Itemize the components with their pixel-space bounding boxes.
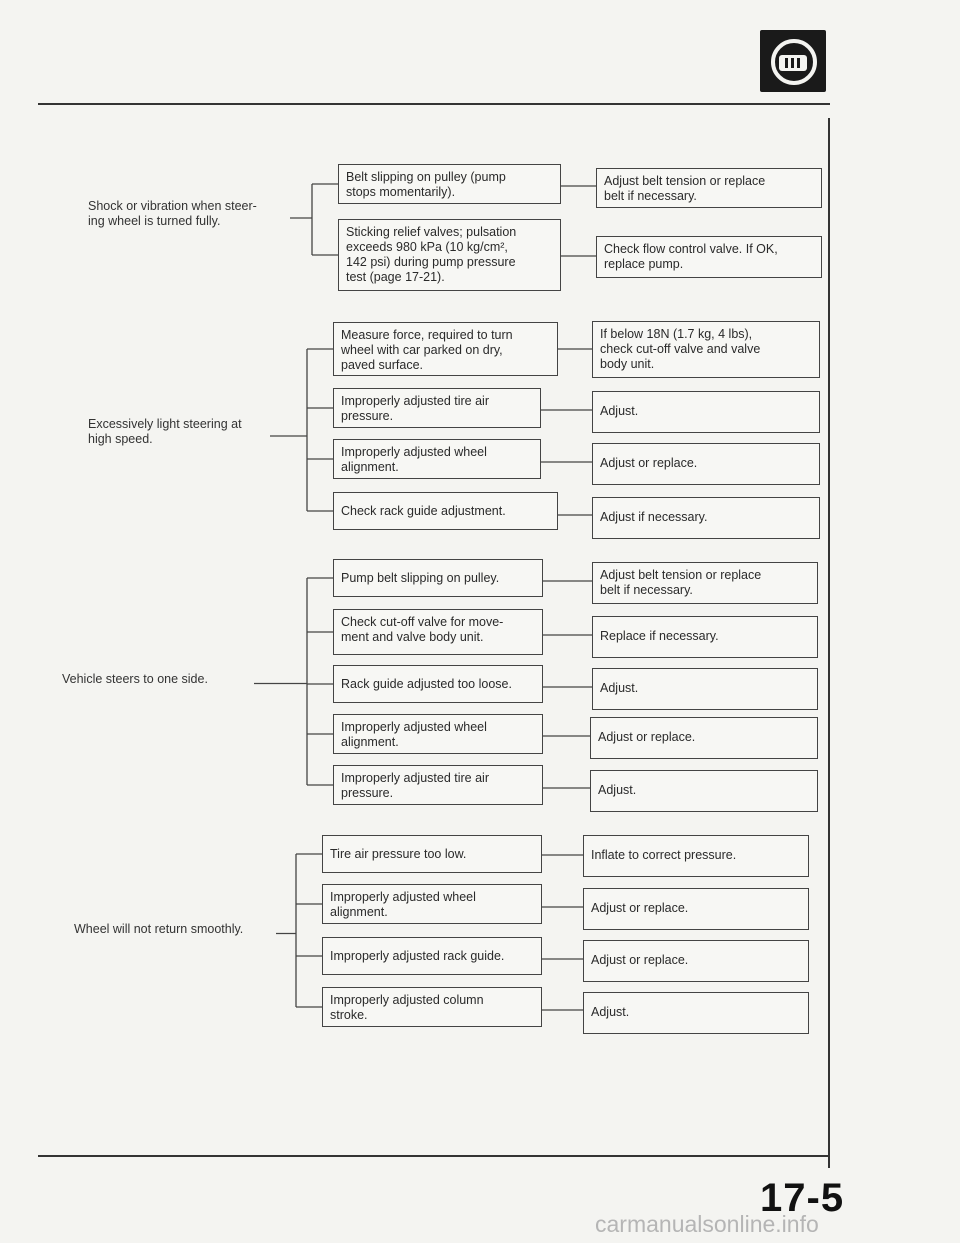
remedy-box: Adjust or replace.: [590, 717, 818, 759]
remedy-box: Inflate to correct pressure.: [583, 835, 809, 877]
cause-box: Improperly adjusted wheel alignment.: [322, 884, 542, 924]
page-number: 17-5: [760, 1176, 845, 1220]
cause-box: Check cut-off valve for move- ment and valve body unit.: [333, 609, 543, 655]
cause-box: Tire air pressure too low.: [322, 835, 542, 873]
remedy-box: Adjust.: [592, 391, 820, 433]
cause-box: Pump belt slipping on pulley.: [333, 559, 543, 597]
symptom-label: Wheel will not return smoothly.: [74, 922, 244, 936]
remedy-box: Adjust belt tension or replace belt if necessary.: [592, 562, 818, 604]
cause-box: Improperly adjusted rack guide.: [322, 937, 542, 975]
remedy-box: Adjust.: [583, 992, 809, 1034]
cause-box: Improperly adjusted column stroke.: [322, 987, 542, 1027]
remedy-box: Adjust belt tension or replace belt if necessary.: [596, 168, 822, 208]
cause-box: Improperly adjusted wheel alignment.: [333, 714, 543, 754]
cause-box: Rack guide adjusted too loose.: [333, 665, 543, 703]
symptom-label: Shock or vibration when steer- ing wheel is turned fully.: [88, 199, 257, 228]
remedy-box: If below 18N (1.7 kg, 4 lbs), check cut-off valve and valve body unit.: [592, 321, 820, 378]
cause-box: Improperly adjusted tire air pressure.: [333, 765, 543, 805]
cause-box: Improperly adjusted wheel alignment.: [333, 439, 541, 479]
remedy-box: Adjust.: [592, 668, 818, 710]
cause-box: Sticking relief valves; pulsation exceeds 980 kPa (10 kg/cm², 142 psi) during pump pressure test (page 17-21).: [338, 219, 561, 291]
cause-box: Check rack guide adjustment.: [333, 492, 558, 530]
remedy-box: Check flow control valve. If OK, replace pump.: [596, 236, 822, 278]
cause-box: Improperly adjusted tire air pressure.: [333, 388, 541, 428]
remedy-box: Replace if necessary.: [592, 616, 818, 658]
cause-box: Measure force, required to turn wheel with car parked on dry, paved surface.: [333, 322, 558, 376]
remedy-box: Adjust or replace.: [592, 443, 820, 485]
watermark-text: carmanualsonline.info: [595, 1211, 819, 1237]
remedy-box: Adjust if necessary.: [592, 497, 820, 539]
symptom-label: Vehicle steers to one side.: [62, 672, 208, 686]
remedy-box: Adjust or replace.: [583, 888, 809, 930]
symptom-label: Excessively light steering at high speed.: [88, 417, 242, 446]
remedy-box: Adjust.: [590, 770, 818, 812]
remedy-box: Adjust or replace.: [583, 940, 809, 982]
cause-box: Belt slipping on pulley (pump stops momentarily).: [338, 164, 561, 204]
